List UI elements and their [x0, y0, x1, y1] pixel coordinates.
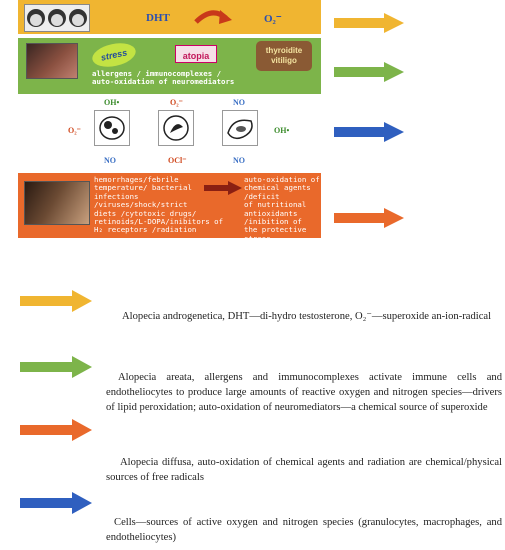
scalp-photo	[26, 43, 78, 79]
curved-red-arrow-icon	[190, 4, 234, 30]
legend-yellow-text: Alopecia androgenetica, DHT—di-hydro testosterone, O₂⁻—superoxide an-ion-radical	[122, 311, 492, 322]
dht-label: DHT	[146, 12, 170, 24]
yellow-arrow-icon	[334, 13, 404, 33]
legend-orange-text: Alopecia diffusa, auto-oxidation of chemical agents and radiation are chemical/physical sources of free radicals	[106, 457, 502, 483]
dark-red-arrow-icon	[204, 181, 242, 195]
legend-green-text: Alopecia areata, allergens and immunocomplexes activate immune cells and endotheliocytes to produce large amounts of reactive oxygen and nitrogen species—drivers of lipid peroxidation; auto-oxidation of neuromediators—a chemical source of superoxide	[106, 372, 502, 413]
no-label-1: NO	[233, 98, 245, 107]
blue-arrow-icon	[334, 122, 404, 142]
head-icons	[25, 5, 89, 31]
orange-right-text: auto-oxidation of chemical agents /deficit of nutritional antioxidants /inibition of the protective stress protein induction	[244, 175, 320, 252]
stress-label: stress	[99, 47, 129, 63]
granulocyte-cell-icon	[94, 110, 130, 146]
green-arrow-icon	[334, 62, 404, 82]
scalp-thumbnails	[24, 4, 90, 32]
oh-label-2: OH•	[274, 126, 290, 135]
thyroid-badge	[256, 41, 312, 71]
legend-green-arrow-icon	[20, 356, 92, 378]
o2-label-2: O₂⁻	[68, 126, 81, 135]
cells-band	[18, 98, 321, 170]
hair-photo	[24, 181, 90, 225]
areata-band	[18, 38, 321, 94]
androgenetic-band	[18, 0, 321, 34]
no-label-2: NO	[104, 156, 116, 165]
legend-blue-text: Cells—sources of active oxygen and nitrogen species (granulocytes, macrophages, and endotheliocytes)	[106, 517, 502, 543]
green-band-text: allergens / immunocomplexes / auto-oxidation of neuromediators	[92, 69, 235, 87]
orange-left-text: hemorrhages/febrile temperature/ bacterial infections /viruses/shock/strict diets /cytotoxic drugs/ retinoids/L-DOPA/inibitors of H₂ receptors /radiation	[94, 175, 224, 235]
superoxide-label: O₂⁻	[264, 13, 282, 25]
o2-label-1: O₂⁻	[170, 98, 183, 107]
thyroid-label: thyroidite vitiligo	[265, 46, 303, 65]
diffusa-band	[18, 173, 321, 252]
no-label-3: NO	[233, 156, 245, 165]
ocl-label: OCl⁻	[168, 156, 187, 165]
stress-badge	[90, 40, 138, 71]
macrophage-cell-icon	[158, 110, 194, 146]
atopia-badge	[175, 45, 217, 63]
orange-arrow-icon	[334, 208, 404, 228]
endotheliocyte-cell-icon	[222, 110, 258, 146]
legend-orange-arrow-icon	[20, 419, 92, 441]
atopia-label: atopia	[182, 51, 210, 61]
oh-label-1: OH•	[104, 98, 120, 107]
legend-blue-arrow-icon	[20, 492, 92, 514]
